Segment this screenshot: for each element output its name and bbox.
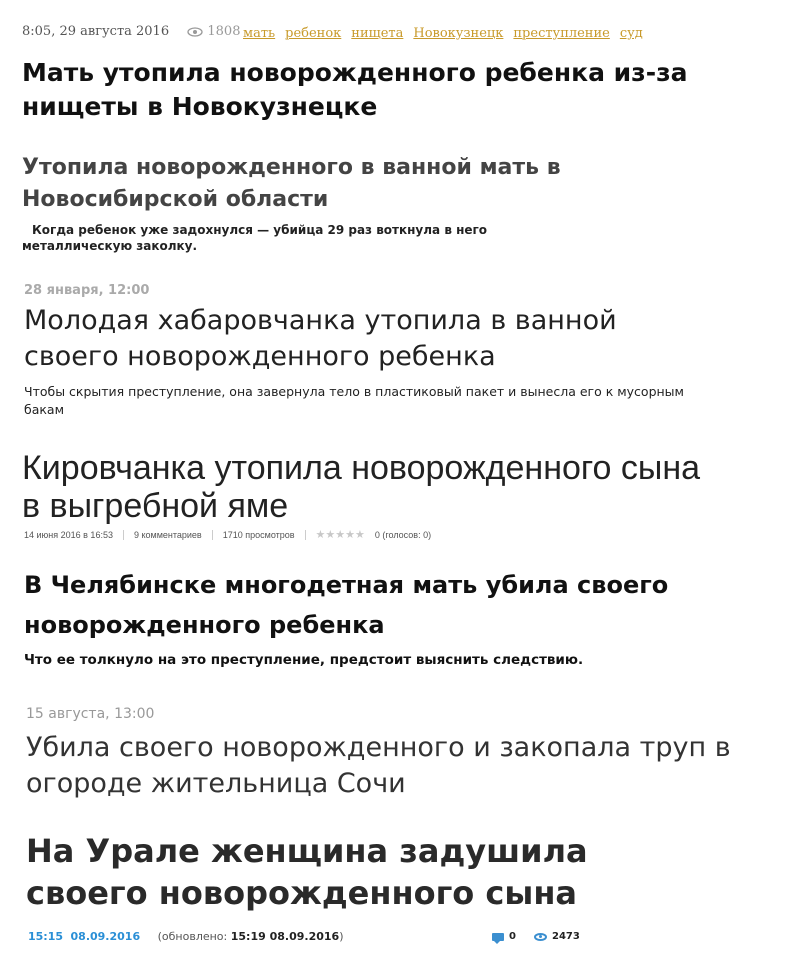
comment-count: 0: [509, 931, 516, 942]
star-icon[interactable]: ★: [325, 529, 336, 541]
view-count: 1710 просмотров: [222, 529, 295, 540]
article-datetime: 8:05, 29 августа 2016: [22, 24, 170, 39]
tag-link[interactable]: суд: [619, 26, 643, 41]
article-meta: [24, 528, 431, 541]
article-title[interactable]: Утопила новорожденного в ванной мать в Новосибирской области: [22, 155, 561, 212]
star-icon[interactable]: ★: [345, 529, 356, 541]
article-title[interactable]: На Урале женщина задушила своего новорожденного сына: [26, 832, 588, 912]
article-date: 14 июня 2016 в 16:53: [24, 529, 113, 540]
updated-close: ): [339, 930, 344, 943]
divider: [123, 530, 124, 540]
article-date: 08.09.2016: [70, 930, 141, 943]
article-title[interactable]: Мать утопила новорожденного ребенка из-за нищеты в Новокузнецке: [22, 58, 688, 121]
star-icon[interactable]: ★: [315, 529, 326, 541]
tag-link[interactable]: ребенок: [285, 26, 342, 41]
updated-value: 15:19 08.09.2016: [230, 930, 340, 943]
article-meta: [28, 930, 343, 943]
view-count: 1808: [207, 24, 241, 39]
article-date: 15 августа, 13:00: [26, 706, 155, 722]
comment-icon: [492, 933, 504, 941]
rating-stars[interactable]: [316, 528, 365, 541]
vote-count: 0 (голосов: 0): [374, 529, 432, 540]
eye-icon: [187, 24, 207, 39]
article-lead: Когда ребенок уже задохнулся — убийца 29 раз воткнула в него металлическую заколку.: [22, 223, 488, 253]
comment-stat[interactable]: [492, 931, 516, 942]
tag-link[interactable]: преступление: [513, 26, 610, 41]
tag-link[interactable]: Новокузнецк: [413, 26, 504, 41]
eye-icon: [534, 933, 547, 941]
article-title[interactable]: Убила своего новорожденного и закопала труп в огороде жительница Сочи: [26, 732, 731, 799]
article-lead: Что ее толкнуло на это преступление, предстоит выяснить следствию.: [24, 652, 584, 668]
tag-link[interactable]: мать: [243, 26, 276, 41]
tag-list: [243, 24, 653, 42]
view-count: 2473: [552, 931, 580, 942]
views-stat: [534, 931, 580, 942]
divider: [305, 530, 306, 540]
comment-count[interactable]: 9 комментариев: [133, 529, 202, 540]
article-date: 28 января, 12:00: [24, 283, 150, 298]
article-meta: [22, 24, 240, 39]
article-title[interactable]: В Челябинске многодетная мать убила своего новорожденного ребенка: [24, 571, 669, 639]
updated-label: (обновлено:: [157, 930, 228, 943]
star-icon[interactable]: ★: [355, 529, 365, 541]
star-icon[interactable]: ★: [335, 529, 346, 541]
article-lead: Чтобы скрытия преступление, она завернула тело в пластиковый пакет и вынесла его к мусорным бакам: [24, 384, 684, 417]
divider: [212, 530, 213, 540]
tag-link[interactable]: нищета: [351, 26, 404, 41]
article-title[interactable]: Кировчанка утопила новорожденного сына в выгребной яме: [22, 449, 701, 525]
article-time: 15:15: [28, 930, 64, 943]
article-title[interactable]: Молодая хабаровчанка утопила в ванной своего новорожденного ребенка: [24, 305, 617, 372]
